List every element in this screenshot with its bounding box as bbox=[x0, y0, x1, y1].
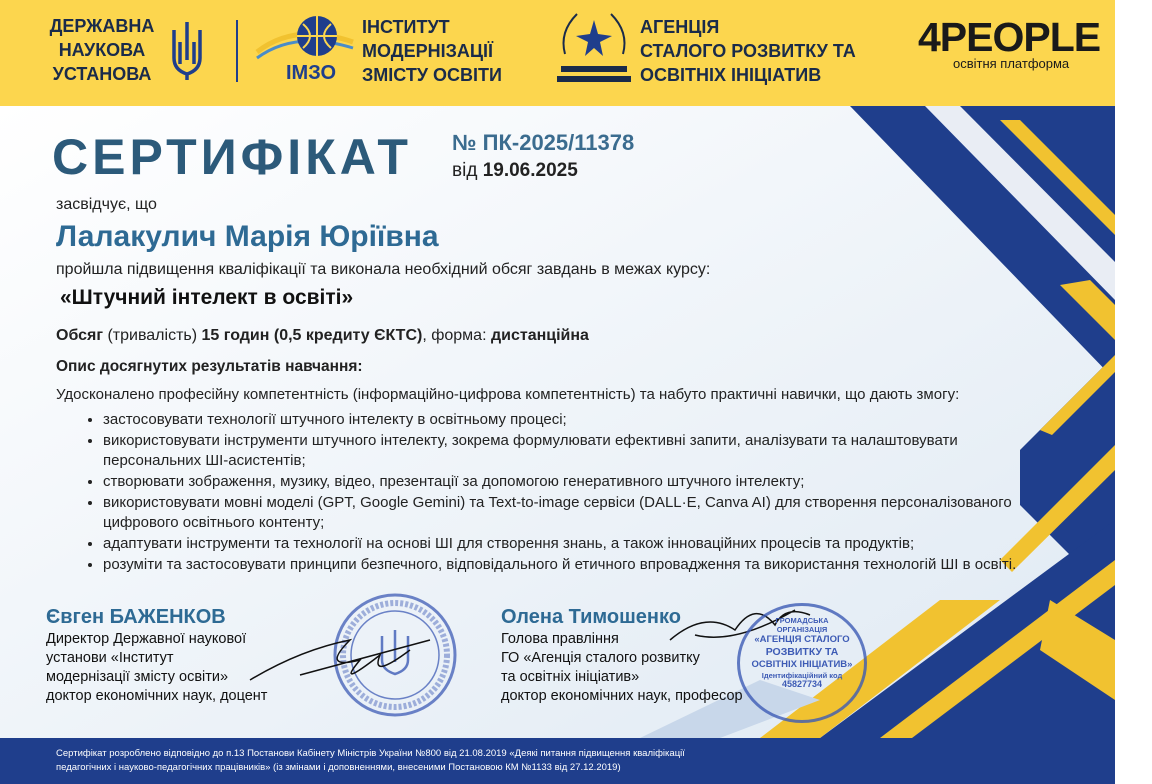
list-item: • використовувати мовні моделі (GPT, Google Gemini) та Text-to-image сервіси (DALL·E, Canva AI) для створення персоналізованого цифрового освітнього контенту; bbox=[103, 493, 1023, 533]
results-intro: Удосконалено професійну компетентність (інформаційно-цифрова компетентність) та набуто практичні навички, що дають змогу: bbox=[56, 386, 960, 403]
org-institute-modernization: ІНСТИТУТ МОДЕРНІЗАЦІЇ ЗМІСТУ ОСВІТИ bbox=[362, 17, 502, 85]
form-label: , форма: bbox=[422, 327, 491, 344]
completed-text: пройшла підвищення кваліфікації та виконала необхідний обсяг завдань в межах курсу: bbox=[56, 261, 711, 278]
signatory-right-name: Олена Тимошенко bbox=[501, 606, 681, 628]
date-prefix: від bbox=[452, 160, 478, 181]
results-list bbox=[80, 410, 1023, 576]
footer-legal-text: Сертифікат розроблено відповідно до п.13 Постанови Кабінету Міністрів України №800 від 21.08.2019 «Деякі питання підвищення кваліфікації педагогічних і науково-педагогічних працівників» (із змінами і доповненнями, внесеними Постановою КМ №1133 від 27.12.2019) bbox=[56, 748, 685, 773]
certificate-date bbox=[452, 160, 578, 182]
list-item: • адаптувати інструменти та технології на основі ШІ для створення знань, а також інноваційних процесів та продуктів; bbox=[103, 534, 1023, 554]
stamp-line-2: ОРГАНІЗАЦІЯ bbox=[776, 625, 828, 634]
course-title: «Штучний інтелект в освіті» bbox=[60, 286, 354, 309]
form-value: дистанційна bbox=[490, 327, 589, 344]
header-divider bbox=[236, 20, 238, 82]
list-item: • створювати зображення, музику, відео, презентації за допомогою генеративного штучного інтелекту; bbox=[103, 472, 1023, 492]
stamp-line-4: РОЗВИТКУ ТА bbox=[765, 646, 839, 658]
brand-subtitle: освітня платформа bbox=[953, 56, 1070, 71]
volume-label: Обсяг bbox=[56, 327, 104, 344]
stamp-line-6: Ідентифікаційний код bbox=[761, 671, 843, 680]
certificate-number: № ПК-2025/11378 bbox=[452, 130, 635, 155]
list-item: • використовувати інструменти штучного інтелекту, зокрема формулювати ефективні запити, аналізувати та налаштовувати персональних ШІ-асистентів; bbox=[103, 431, 1023, 471]
signatory-right-title: Голова правління ГО «Агенція сталого розвитку та освітніх ініціатив» доктор економічних наук, професор bbox=[501, 631, 743, 704]
brand-4people-logo: 4PEOPLE bbox=[918, 14, 1101, 60]
signatory-left-name: Євген БАЖЕНКОВ bbox=[46, 606, 226, 628]
org-state-scientific-institution: ДЕРЖАВНА НАУКОВА УСТАНОВА bbox=[49, 16, 155, 84]
volume-value: 15 годин (0,5 кредиту ЄКТС) bbox=[201, 327, 423, 344]
agency-book-star-icon bbox=[555, 6, 633, 88]
volume-paren: (тривалість) bbox=[103, 327, 202, 344]
volume-line bbox=[56, 327, 589, 345]
list-item: • розуміти та застосовувати принципи безпечного, відповідального й етичного впровадження та використання технологій ШІ в освіті. bbox=[103, 555, 1023, 575]
agency-stamp-seal bbox=[737, 603, 867, 723]
results-heading: Опис досягнутих результатів навчання: bbox=[56, 358, 363, 375]
stamp-code: 45827734 bbox=[781, 679, 823, 689]
org-sustainable-development-agency: АГЕНЦІЯ СТАЛОГО РОЗВИТКУ ТА ОСВІТНІХ ІНІЦІАТИВ bbox=[640, 17, 856, 85]
ukraine-trident-icon bbox=[170, 20, 204, 82]
imzo-logo-text: ІМЗО bbox=[286, 62, 337, 84]
certifies-text: засвідчує, що bbox=[56, 196, 157, 213]
stamp-line-3: «АГЕНЦІЯ СТАЛОГО bbox=[754, 634, 850, 645]
signature-left bbox=[240, 620, 440, 700]
stamp-line-5: ОСВІТНІХ ІНІЦІАТИВ» bbox=[751, 659, 853, 670]
list-item: • застосовувати технології штучного інтелекту в освітньому процесі; bbox=[103, 410, 1023, 430]
recipient-name: Лалакулич Марія Юріївна bbox=[56, 220, 439, 253]
date-value: 19.06.2025 bbox=[482, 160, 578, 181]
certificate-title: СЕРТИФІКАТ bbox=[52, 129, 412, 185]
stamp-line-1: ГРОМАДСЬКА bbox=[775, 616, 829, 625]
signatory-left-title: Директор Державної наукової установи «Інститут модернізації змісту освіти» доктор економічних наук, доцент bbox=[46, 631, 268, 704]
